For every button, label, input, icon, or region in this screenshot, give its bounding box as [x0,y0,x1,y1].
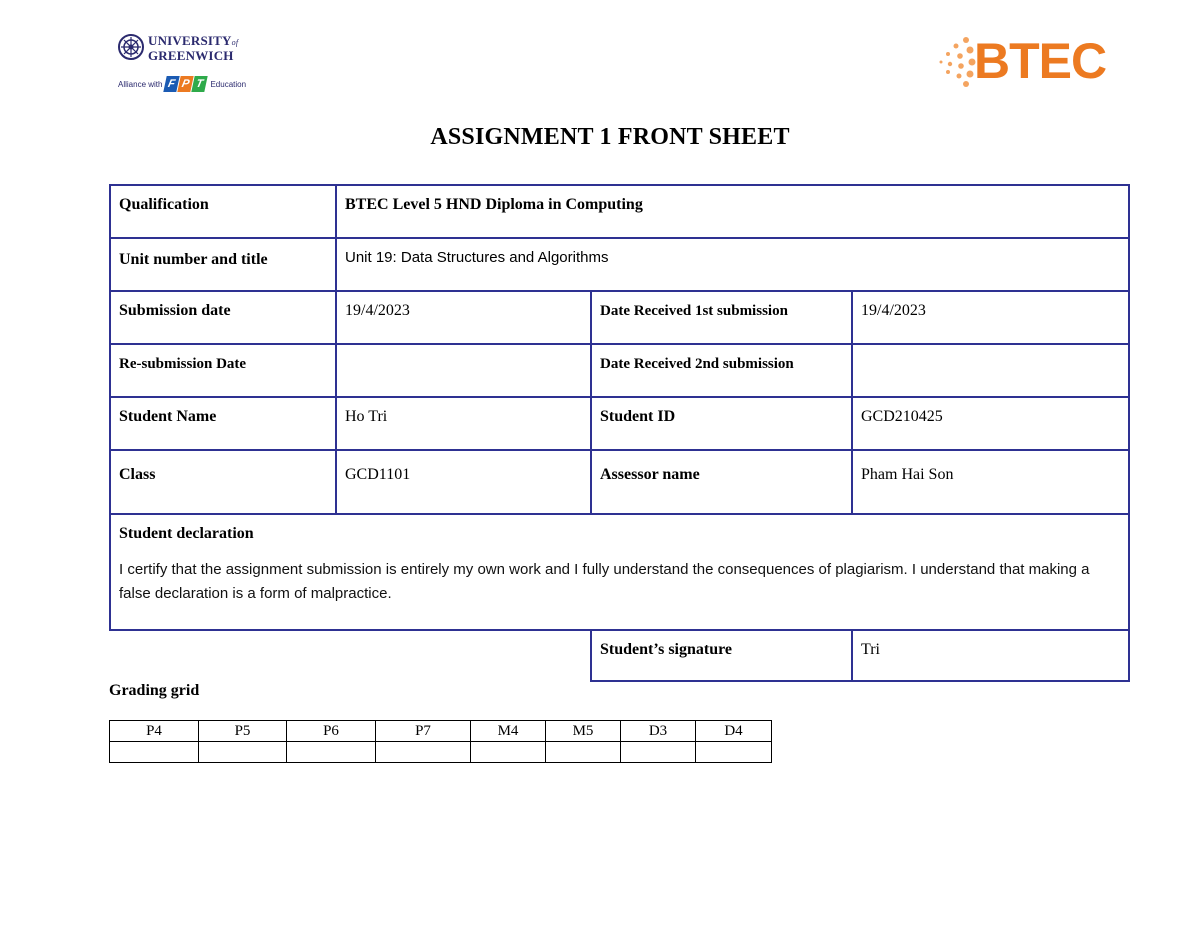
signature-value: Tri [852,630,1129,681]
university-seal-icon [118,34,144,60]
alliance-prefix: Alliance with [118,79,163,89]
qualification-value: BTEC Level 5 HND Diploma in Computing [336,185,1129,238]
class-row [110,450,1129,514]
fpt-letter-t: T [192,76,208,92]
grade-criterion: D4 [696,721,772,742]
grade-cell [287,742,376,763]
unit-row [110,238,1129,291]
grade-cell [199,742,287,763]
grading-grid-label: Grading grid [109,682,200,699]
signature-label: Student’s signature [591,630,852,681]
grade-cell [471,742,546,763]
signature-row [110,630,1129,681]
grade-criterion: P5 [199,721,287,742]
fpt-letter-f: F [164,76,180,92]
btec-logo [936,32,1121,92]
grade-criterion: P4 [110,721,199,742]
declaration-cell [110,514,1129,630]
grade-criterion: M4 [471,721,546,742]
alliance-line [118,74,246,94]
declaration-row [110,514,1129,630]
grade-cell [546,742,621,763]
date-received-2-value [852,344,1129,397]
submission-date-value: 19/4/2023 [336,291,591,344]
grading-grid-table [109,720,772,763]
front-sheet-table [109,184,1130,682]
page-title: ASSIGNMENT 1 FRONT SHEET [430,124,790,150]
date-received-2-label: Date Received 2nd submission [591,344,852,397]
grading-grid-header-row [110,721,772,742]
resubmission-label: Re-submission Date [110,344,336,397]
university-of-greenwich-logo [118,32,258,96]
university-name: UNIVERSITYof GREENWICH [148,33,239,63]
resubmission-row [110,344,1129,397]
student-id-value: GCD210425 [852,397,1129,450]
date-received-1-value: 19/4/2023 [852,291,1129,344]
declaration-text: I certify that the assignment submission is entirely my own work and I fully understand the consequences of plagiarism. I understand that making a false declaration is a form of malpractice. [119,561,1090,602]
alliance-suffix: Education [210,79,247,89]
grade-cell [110,742,199,763]
student-name-value: Ho Tri [336,397,591,450]
grade-cell [621,742,696,763]
student-id-label: Student ID [591,397,852,450]
submission-row [110,291,1129,344]
grade-cell [376,742,471,763]
grade-criterion: P6 [287,721,376,742]
student-name-label: Student Name [110,397,336,450]
grade-criterion: D3 [621,721,696,742]
btec-dots-icon [936,34,976,90]
signature-spacer [110,630,591,681]
grading-grid-value-row [110,742,772,763]
resubmission-value [336,344,591,397]
btec-wordmark: BTEC [974,33,1107,89]
fpt-logo [165,76,207,92]
class-label: Class [110,450,336,514]
unit-label: Unit number and title [110,238,336,291]
qualification-label: Qualification [110,185,336,238]
assessor-value: Pham Hai Son [852,450,1129,514]
grade-criterion: P7 [376,721,471,742]
student-row [110,397,1129,450]
submission-date-label: Submission date [110,291,336,344]
qualification-row [110,185,1129,238]
grade-criterion: M5 [546,721,621,742]
unit-value: Unit 19: Data Structures and Algorithms [336,238,1129,291]
assessor-label: Assessor name [591,450,852,514]
fpt-letter-p: P [178,76,194,92]
date-received-1-label: Date Received 1st submission [591,291,852,344]
grade-cell [696,742,772,763]
declaration-heading: Student declaration [119,525,254,542]
class-value: GCD1101 [336,450,591,514]
